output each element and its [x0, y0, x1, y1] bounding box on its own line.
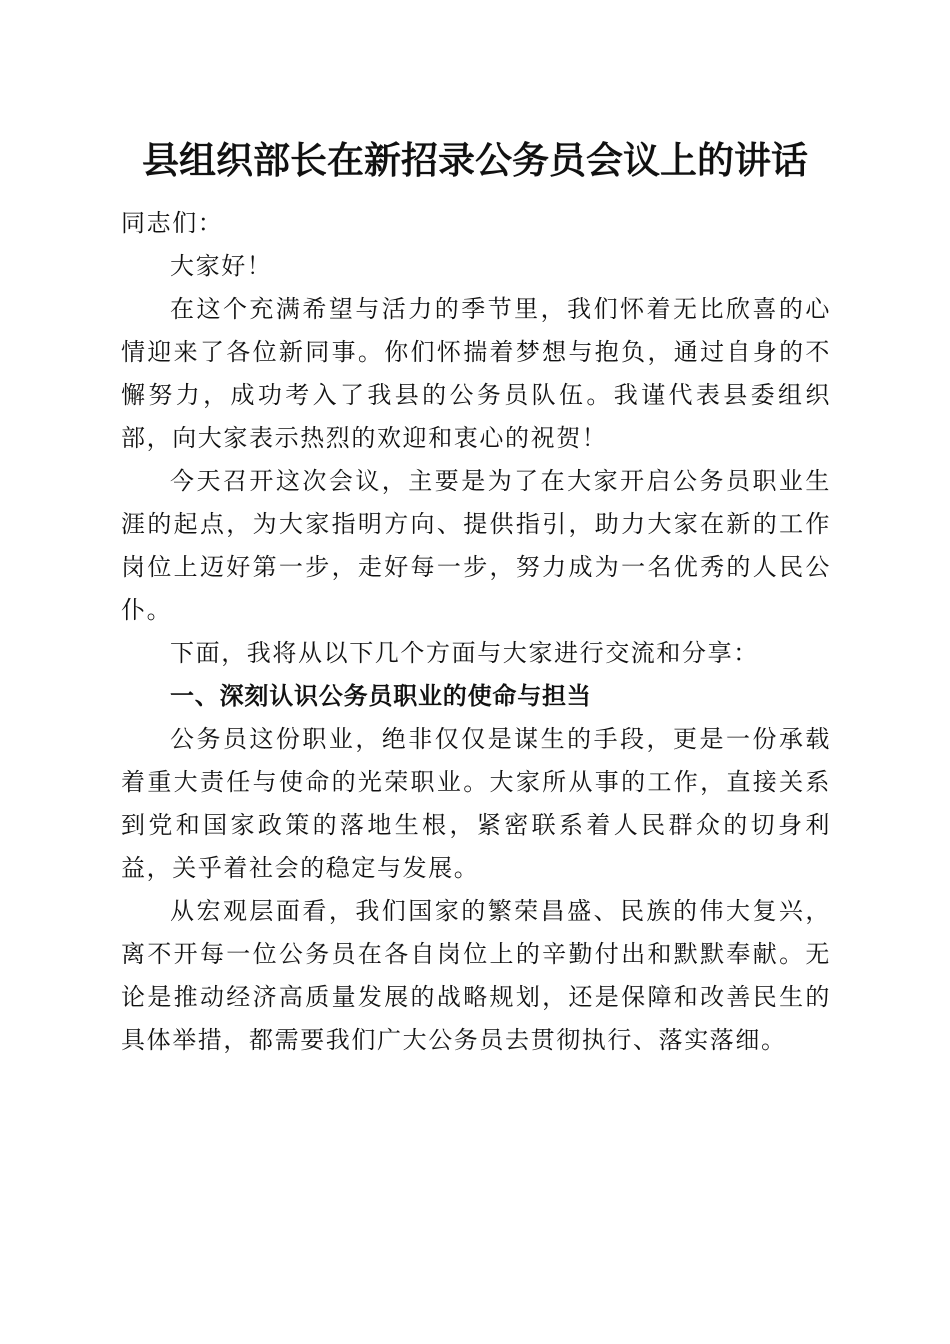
- paragraph-purpose: 今天召开这次会议，主要是为了在大家开启公务员职业生涯的起点，为大家指明方向、提供指引，助力大家在新的工作岗位上迈好第一步，走好每一步，努力成为一名优秀的人民公仆。: [121, 467, 831, 624]
- section-heading-1: 一、深刻认识公务员职业的使命与担当: [170, 682, 592, 710]
- paragraph-mission: 公务员这份职业，绝非仅仅是谋生的手段，更是一份承载着重大责任与使命的光荣职业。大家所从事的工作，直接关系到党和国家政策的落地生根，紧密联系着人民群众的切身利益，关乎着社会的稳定与发展。: [121, 725, 831, 882]
- document-title: 县组织部长在新招录公务员会议上的讲话: [142, 138, 808, 182]
- paragraph-greeting: 大家好！: [170, 252, 273, 280]
- paragraph-macro-view: 从宏观层面看，我们国家的繁荣昌盛、民族的伟大复兴，离不开每一位公务员在各自岗位上的辛勤付出和默默奉献。无论是推动经济高质量发展的战略规划，还是保障和改善民生的具体举措，都需要我们广大公务员去贯彻执行、落实落细。: [121, 897, 831, 1054]
- paragraph-welcome: 在这个充满希望与活力的季节里，我们怀着无比欣喜的心情迎来了各位新同事。你们怀揣着梦想与抱负，通过自身的不懈努力，成功考入了我县的公务员队伍。我谨代表县委组织部，向大家表示热烈的欢迎和衷心的祝贺！: [121, 295, 831, 452]
- document-body: [121, 202, 831, 1062]
- salutation: 同志们：: [121, 209, 224, 237]
- paragraph-outline: 下面，我将从以下几个方面与大家进行交流和分享：: [170, 639, 759, 667]
